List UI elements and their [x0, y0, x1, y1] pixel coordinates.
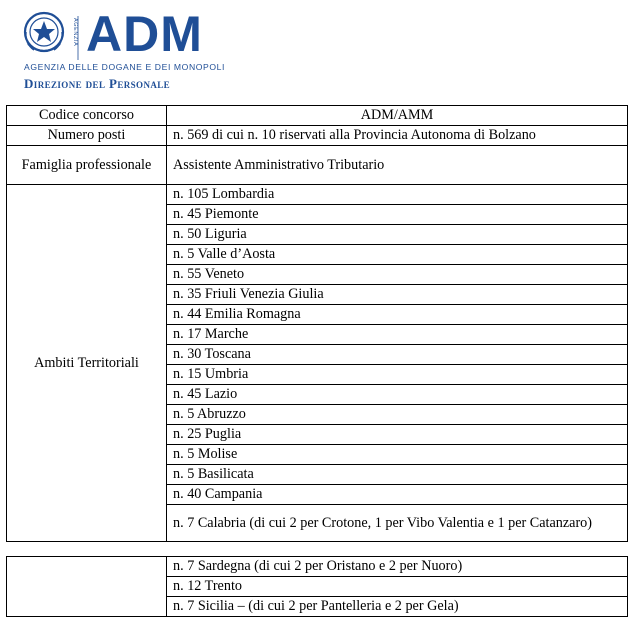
ambito-item: n. 7 Calabria (di cui 2 per Crotone, 1 per Vibo Valentia e 1 per Catanzaro) — [167, 505, 628, 542]
ambiti-label-empty — [7, 557, 167, 617]
table-row — [7, 146, 628, 185]
department-name: Direzione del Personale — [24, 76, 171, 91]
ambito-item: n. 17 Marche — [167, 325, 628, 345]
ambito-item: n. 15 Umbria — [167, 365, 628, 385]
ambito-item: n. 5 Basilicata — [167, 465, 628, 485]
ambito-item: n. 12 Trento — [167, 577, 628, 597]
table-row — [7, 106, 628, 126]
ambito-item: n. 7 Sardegna (di cui 2 per Oristano e 2 per Nuoro) — [167, 557, 628, 577]
italian-republic-emblem-icon — [22, 10, 66, 58]
ambito-item: n. 45 Piemonte — [167, 205, 628, 225]
ambito-item: n. 30 Toscana — [167, 345, 628, 365]
ambiti-label: Ambiti Territoriali — [7, 185, 167, 542]
table-row — [7, 126, 628, 146]
ambito-item: n. 45 Lazio — [167, 385, 628, 405]
ambito-item: n. 35 Friuli Venezia Giulia — [167, 285, 628, 305]
famiglia-label: Famiglia professionale — [7, 146, 167, 185]
codice-value: ADM/AMM — [167, 106, 628, 126]
famiglia-value: Assistente Amministrativo Tributario — [167, 146, 628, 185]
ambito-item: n. 44 Emilia Romagna — [167, 305, 628, 325]
table-row — [7, 185, 628, 205]
ambito-item: n. 50 Liguria — [167, 225, 628, 245]
ambito-item: n. 5 Molise — [167, 445, 628, 465]
ambito-item: n. 5 Valle d’Aosta — [167, 245, 628, 265]
table-row — [7, 557, 628, 577]
ambito-item: n. 5 Abruzzo — [167, 405, 628, 425]
codice-label: Codice concorso — [7, 106, 167, 126]
ambito-item: n. 25 Puglia — [167, 425, 628, 445]
ambito-item: n. 7 Sicilia – (di cui 2 per Pantelleria e 2 per Gela) — [167, 597, 628, 617]
svg-text:AGENZIA: AGENZIA — [72, 18, 78, 47]
letterhead — [22, 6, 282, 94]
competition-table — [6, 105, 628, 542]
ambito-item: n. 105 Lombardia — [167, 185, 628, 205]
vertical-agency-label — [69, 16, 79, 60]
ambito-item: n. 55 Veneto — [167, 265, 628, 285]
adm-logo: ADM — [86, 6, 203, 62]
agency-name: AGENZIA DELLE DOGANE E DEI MONOPOLI — [24, 62, 226, 72]
ambito-item: n. 40 Campania — [167, 485, 628, 505]
competition-table-continued — [6, 556, 628, 617]
numero-value: n. 569 di cui n. 10 riservati alla Provincia Autonoma di Bolzano — [167, 126, 628, 146]
numero-label: Numero posti — [7, 126, 167, 146]
